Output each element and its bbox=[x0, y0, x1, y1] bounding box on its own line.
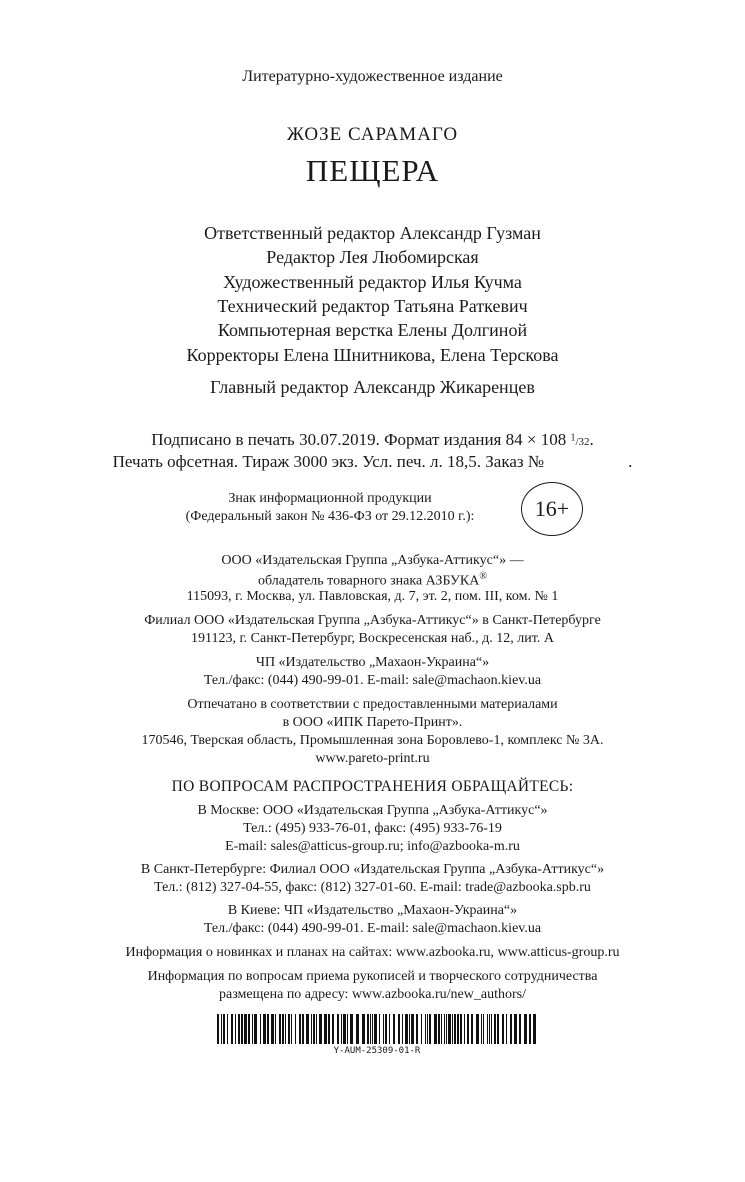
barcode-bar bbox=[385, 1014, 387, 1044]
barcode-bar bbox=[319, 1014, 322, 1044]
info-sign-line1: Знак информационной продукции bbox=[228, 491, 432, 506]
barcode-bar bbox=[241, 1014, 243, 1044]
barcode-bar bbox=[324, 1014, 327, 1044]
barcode-bar bbox=[227, 1014, 228, 1044]
barcode-bar bbox=[271, 1014, 274, 1044]
age-rating-badge: 16+ bbox=[521, 482, 583, 536]
barcode-bar bbox=[370, 1014, 371, 1044]
barcode-bar bbox=[402, 1014, 403, 1044]
barcode-bar bbox=[497, 1014, 499, 1044]
barcode-bar bbox=[379, 1014, 380, 1044]
barcode-bar bbox=[299, 1014, 301, 1044]
print-info-text: Подписано в печать 30.07.2019. Формат издания 84 × 108 bbox=[151, 430, 567, 449]
moscow-line3: E-mail: sales@atticus-group.ru; info@azbooka-m.ru bbox=[225, 839, 520, 854]
printing-site: www.pareto-print.ru bbox=[315, 751, 430, 766]
kiev-line1: В Киеве: ЧП «Издательство „Махаон-Украина“» bbox=[227, 903, 518, 918]
chief-editor: Главный редактор Александр Жикаренцев bbox=[210, 377, 535, 397]
ukraine-line1: ЧП «Издательство „Махаон-Украина“» bbox=[255, 655, 490, 670]
barcode-bar bbox=[275, 1014, 276, 1044]
barcode-bar bbox=[343, 1014, 346, 1044]
print-info-end2: . bbox=[628, 452, 633, 471]
barcode-bar bbox=[502, 1014, 504, 1044]
barcode-bar bbox=[425, 1014, 426, 1044]
barcode-bar bbox=[254, 1014, 257, 1044]
barcode-bar bbox=[487, 1014, 488, 1044]
barcode-bar bbox=[405, 1014, 408, 1044]
barcode-bar bbox=[221, 1014, 222, 1044]
barcode-bar bbox=[421, 1014, 422, 1044]
barcode-bar bbox=[460, 1014, 462, 1044]
print-info-text2: Печать офсетная. Тираж 3000 экз. Усл. печ. л. 18,5. Заказ № bbox=[112, 452, 545, 471]
author-name: ЖОЗЕ САРАМАГО bbox=[286, 124, 459, 145]
barcode-bar bbox=[457, 1014, 459, 1044]
barcode-bar bbox=[444, 1014, 445, 1044]
printing-line1: Отпечатано в соответствии с предоставленными материалами bbox=[187, 697, 558, 712]
staff-line: Редактор Лея Любомирская bbox=[266, 247, 479, 267]
barcode-bar bbox=[332, 1014, 334, 1044]
barcode-bar bbox=[506, 1014, 507, 1044]
barcode-bar bbox=[389, 1014, 390, 1044]
spb-line1: В Санкт-Петербурге: Филиал ООО «Издательская Группа „Азбука-Аттикус“» bbox=[140, 862, 605, 877]
barcode-bar bbox=[441, 1014, 442, 1044]
registered-mark: ® bbox=[479, 571, 487, 582]
trademark-text: обладатель товарного знака АЗБУКА bbox=[258, 573, 480, 589]
barcode-bar bbox=[217, 1014, 219, 1044]
barcode-bar bbox=[235, 1014, 236, 1044]
kiev-line2: Тел./факс: (044) 490-99-01. E-mail: sale@machaon.kiev.ua bbox=[203, 921, 542, 936]
barcode-bar bbox=[288, 1014, 290, 1044]
staff-line: Художественный редактор Илья Кучма bbox=[223, 272, 522, 292]
barcode-bar bbox=[452, 1014, 453, 1044]
barcode-bar bbox=[481, 1014, 482, 1044]
barcode-bar bbox=[267, 1014, 269, 1044]
barcode-bar bbox=[252, 1014, 253, 1044]
barcode-bar bbox=[316, 1014, 317, 1044]
info-sign-text bbox=[150, 490, 510, 526]
barcode-bar bbox=[350, 1014, 353, 1044]
barcode-bar bbox=[398, 1014, 400, 1044]
barcode-bar bbox=[529, 1014, 531, 1044]
format-fraction bbox=[570, 432, 590, 448]
manuscripts-line1: Информация по вопросам приема рукописей и творческого сотрудничества bbox=[147, 969, 598, 984]
barcode-bar bbox=[438, 1014, 440, 1044]
moscow-line2: Тел.: (495) 933-76-01, факс: (495) 933-76-19 bbox=[243, 821, 502, 836]
barcode-bar bbox=[491, 1014, 492, 1044]
barcode-bar bbox=[328, 1014, 330, 1044]
barcode-bar bbox=[427, 1014, 428, 1044]
barcode-bar bbox=[313, 1014, 315, 1044]
barcode-bar bbox=[372, 1014, 373, 1044]
barcode-bar bbox=[341, 1014, 342, 1044]
moscow-line1: В Москве: ООО «Издательская Группа „Азбука-Аттикус“» bbox=[197, 803, 548, 818]
barcode-bar bbox=[519, 1014, 521, 1044]
ukraine-contacts: Тел./факс: (044) 490-99-01. E-mail: sale@machaon.kiev.ua bbox=[203, 673, 542, 688]
barcode-bar bbox=[337, 1014, 339, 1044]
staff-line: Ответственный редактор Александр Гузман bbox=[204, 223, 541, 243]
barcode-bar bbox=[302, 1014, 304, 1044]
barcode-bar bbox=[510, 1014, 512, 1044]
barcode-bar bbox=[383, 1014, 384, 1044]
barcode-bar bbox=[533, 1014, 536, 1044]
barcode-bar bbox=[411, 1014, 414, 1044]
barcode-bar bbox=[514, 1014, 517, 1044]
barcode-bar bbox=[448, 1014, 451, 1044]
barcode-bar bbox=[279, 1014, 281, 1044]
barcode-bar bbox=[446, 1014, 447, 1044]
printing-line2: в ООО «ИПК Парето-Принт». bbox=[282, 715, 463, 730]
manuscripts-line2: размещена по адресу: www.azbooka.ru/new_authors/ bbox=[219, 987, 526, 1002]
barcode-bar bbox=[367, 1014, 369, 1044]
barcode-bar bbox=[454, 1014, 456, 1044]
barcode-bar bbox=[524, 1014, 527, 1044]
barcode-bar bbox=[409, 1014, 410, 1044]
barcode-bar bbox=[260, 1014, 261, 1044]
barcode-bar bbox=[231, 1014, 233, 1044]
barcode-code: Y-AUM-25309-01-R bbox=[333, 1046, 421, 1056]
fraction-numerator: 1 bbox=[570, 432, 576, 444]
edition-type: Литературно-художественное издание bbox=[242, 68, 503, 85]
barcode-bar bbox=[464, 1014, 465, 1044]
barcode-bar bbox=[393, 1014, 395, 1044]
publisher-address: 115093, г. Москва, ул. Павловская, д. 7, эт. 2, пом. III, ком. № 1 bbox=[186, 589, 559, 604]
barcode-bar bbox=[295, 1014, 296, 1044]
barcode bbox=[217, 1014, 537, 1044]
book-title: ПЕЩЕРА bbox=[305, 153, 440, 188]
barcode-bar bbox=[291, 1014, 292, 1044]
barcode-bar bbox=[282, 1014, 284, 1044]
barcode-bar bbox=[244, 1014, 247, 1044]
barcode-bar bbox=[467, 1014, 469, 1044]
barcode-bar bbox=[429, 1014, 431, 1044]
barcode-bar bbox=[223, 1014, 225, 1044]
barcode-bar bbox=[306, 1014, 309, 1044]
spb-line2: Тел.: (812) 327-04-55, факс: (812) 327-01-60. E-mail: trade@azbooka.spb.ru bbox=[154, 880, 591, 895]
barcode-bar bbox=[311, 1014, 312, 1044]
barcode-bar bbox=[471, 1014, 473, 1044]
branch-address: 191123, г. Санкт-Петербург, Воскресенская наб., д. 12, лит. А bbox=[191, 631, 554, 646]
barcode-bar bbox=[285, 1014, 286, 1044]
print-info-line2 bbox=[0, 452, 745, 472]
barcode-bar bbox=[476, 1014, 479, 1044]
staff-line: Технический редактор Татьяна Раткевич bbox=[217, 296, 528, 316]
printing-address: 170546, Тверская область, Промышленная зона Боровлево-1, комплекс № 3А. bbox=[141, 733, 604, 748]
barcode-bar bbox=[434, 1014, 437, 1044]
staff-line: Корректоры Елена Шнитникова, Елена Терскова bbox=[186, 345, 559, 365]
barcode-bar bbox=[347, 1014, 348, 1044]
publisher-line2 bbox=[0, 571, 745, 590]
barcode-bar bbox=[374, 1014, 377, 1044]
info-sign-line2: (Федеральный закон № 436-ФЗ от 29.12.2010 г.): bbox=[185, 509, 475, 524]
print-info-end: . bbox=[589, 430, 594, 449]
barcode-bar bbox=[362, 1014, 365, 1044]
barcode-bar bbox=[483, 1014, 484, 1044]
sites-info: Информация о новинках и планах на сайтах: www.azbooka.ru, www.atticus-group.ru bbox=[125, 945, 620, 960]
barcode-bar bbox=[489, 1014, 490, 1044]
staff-line: Компьютерная верстка Елены Долгиной bbox=[217, 320, 528, 340]
print-info-line1 bbox=[0, 430, 745, 450]
barcode-bar bbox=[263, 1014, 266, 1044]
barcode-bar bbox=[416, 1014, 418, 1044]
barcode-bar bbox=[494, 1014, 496, 1044]
barcode-bar bbox=[238, 1014, 240, 1044]
publisher-line1: ООО «Издательская Группа „Азбука-Аттикус“» — bbox=[221, 553, 524, 568]
barcode-bar bbox=[356, 1014, 359, 1044]
branch-line1: Филиал ООО «Издательская Группа „Азбука-Аттикус“» в Санкт-Петербурге bbox=[144, 613, 601, 628]
distribution-heading: ПО ВОПРОСАМ РАСПРОСТРАНЕНИЯ ОБРАЩАЙТЕСЬ: bbox=[171, 778, 574, 795]
barcode-bar bbox=[248, 1014, 250, 1044]
fraction-denominator: /32 bbox=[575, 436, 590, 448]
